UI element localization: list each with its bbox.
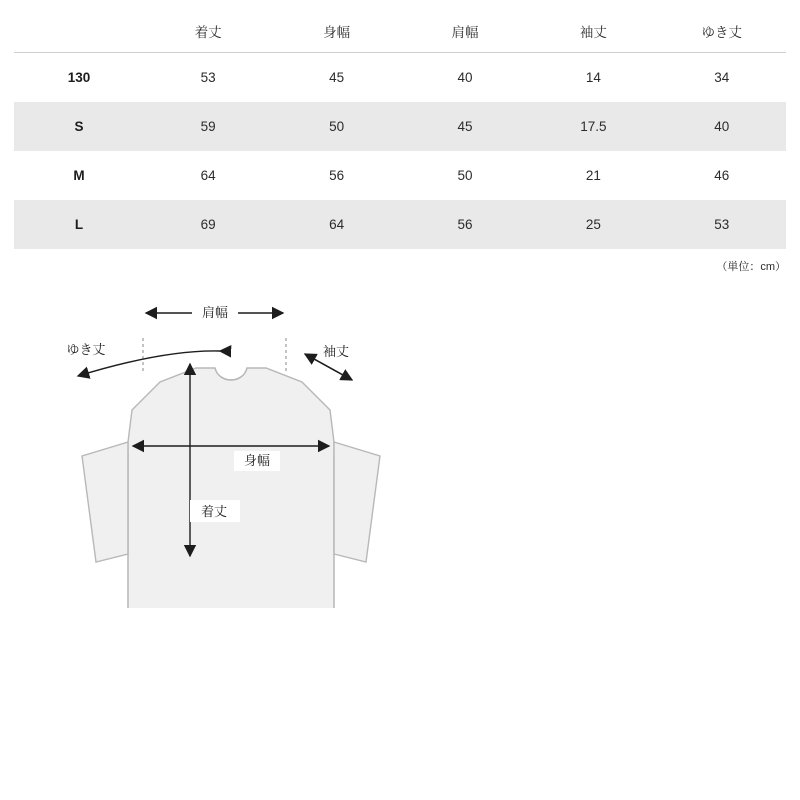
cell-sleeve-reach: 53: [714, 217, 730, 232]
row-label: 130: [67, 70, 91, 85]
table-header-row: [14, 10, 786, 53]
column-header-chest: 身幅: [272, 10, 400, 53]
column-header-sleeve: 袖丈: [529, 10, 657, 53]
table-row: [14, 200, 786, 249]
cell-length: 53: [200, 70, 216, 85]
cell-sleeve-reach: 34: [714, 70, 730, 85]
cell-shoulder: 56: [457, 217, 473, 232]
cell-sleeve: 17.5: [580, 119, 607, 134]
cell-sleeve: 21: [585, 168, 601, 183]
unit-note: （単位：cm）: [716, 261, 786, 273]
cell-chest: 64: [329, 217, 345, 232]
cell-length: 64: [200, 168, 216, 183]
cell-sleeve-reach: 40: [714, 119, 730, 134]
cell-length: 59: [200, 119, 216, 134]
cell-length: 69: [200, 217, 216, 232]
cell-shoulder: 40: [457, 70, 473, 85]
column-header-sleeve-reach: ゆき丈: [658, 10, 786, 53]
size-table-body: [14, 53, 786, 250]
shoulder-label: 肩幅: [201, 305, 229, 320]
row-label: L: [74, 217, 84, 232]
chest-label: 身幅: [243, 453, 271, 468]
cell-chest: 56: [329, 168, 345, 183]
sleeve-label: 袖丈: [322, 344, 350, 359]
column-header-length: 着丈: [144, 10, 272, 53]
row-label: M: [73, 168, 85, 183]
size-table-header: [14, 10, 786, 53]
length-label: 着丈: [200, 504, 228, 519]
column-header-shoulder: 肩幅: [401, 10, 529, 53]
shoulder-measure: [143, 303, 286, 374]
garment-measurement-diagram: [0, 278, 800, 608]
table-row: [14, 102, 786, 151]
cell-sleeve-reach: 46: [714, 168, 730, 183]
cell-shoulder: 45: [457, 119, 473, 134]
row-label: S: [74, 119, 84, 134]
cell-sleeve: 25: [585, 217, 601, 232]
column-header-size: [14, 10, 144, 53]
sleeve-reach-label: ゆき丈: [66, 342, 106, 357]
cell-sleeve: 14: [585, 70, 601, 85]
cell-chest: 45: [329, 70, 345, 85]
table-row: [14, 151, 786, 200]
sleeve-measure: [305, 344, 352, 380]
table-row: [14, 53, 786, 103]
cell-shoulder: 50: [457, 168, 473, 183]
cell-chest: 50: [329, 119, 345, 134]
tshirt-outline: [82, 368, 380, 608]
size-table: [14, 10, 786, 249]
